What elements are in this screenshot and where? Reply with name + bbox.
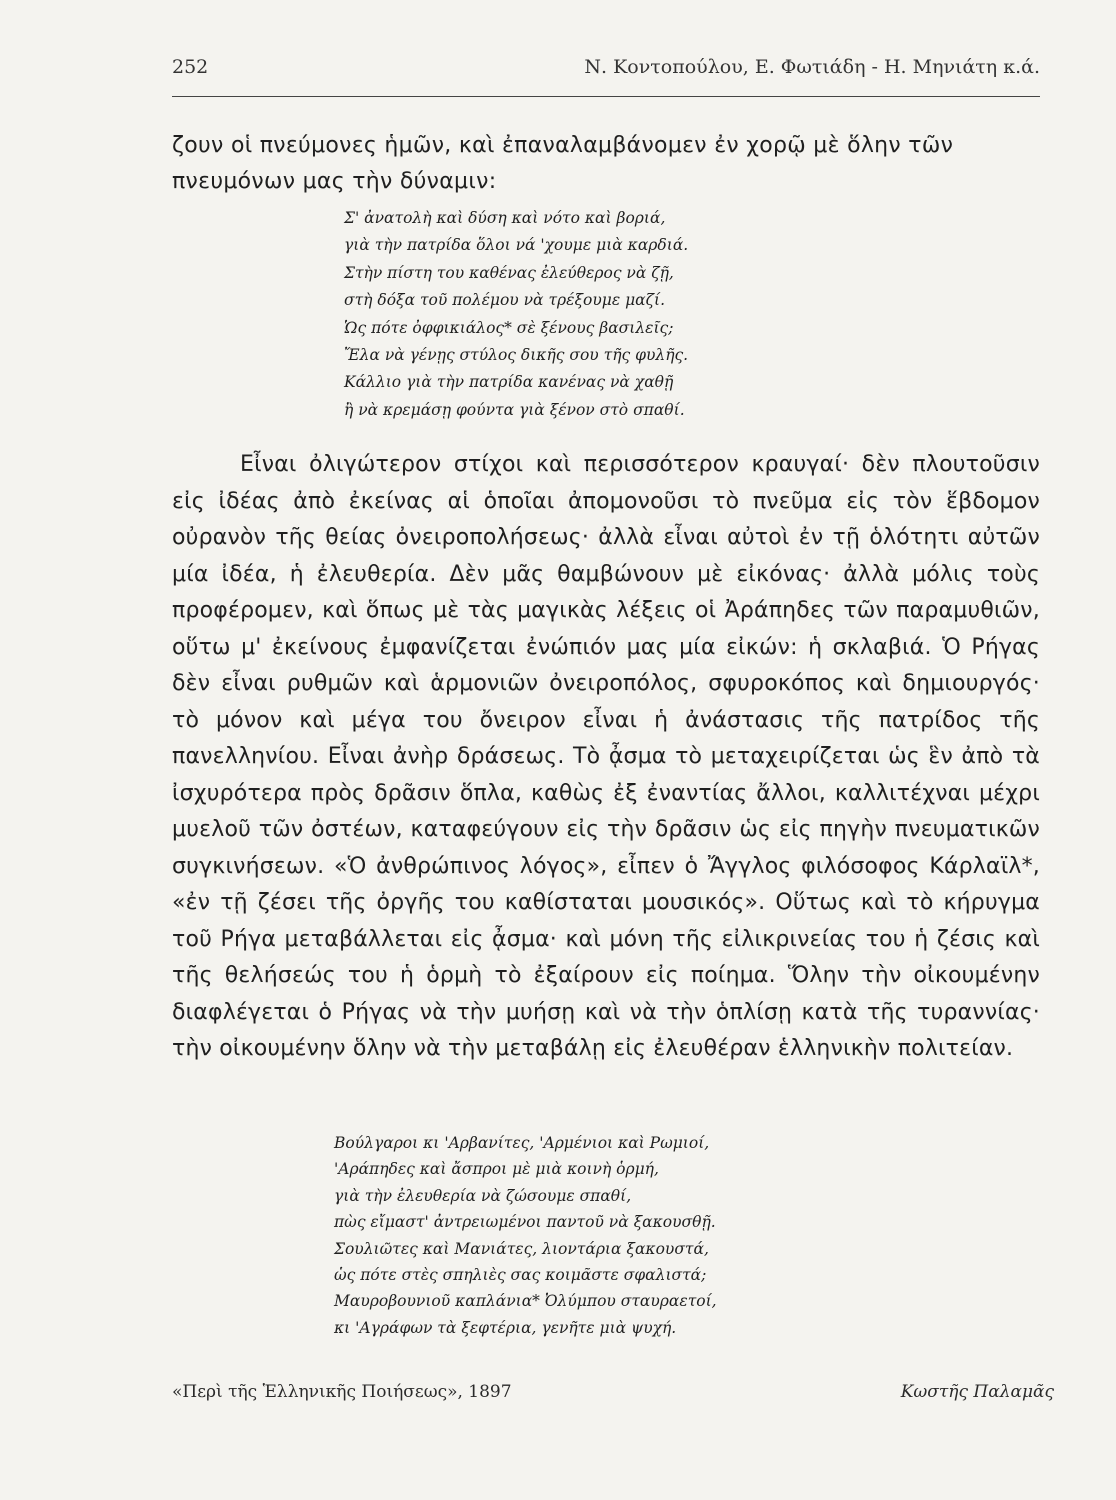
poem-line: Σουλιῶτες καὶ Μανιάτες, λιοντάρια ξακουστά, [334, 1239, 709, 1258]
poem-line: Κάλλιο γιὰ τὴν πατρίδα κανένας νὰ χαθῇ [344, 373, 674, 392]
poem-line: Βούλγαροι κι 'Αρβανίτες, 'Αρμένιοι καὶ Ρωμιοί, [334, 1134, 710, 1152]
poem-line: Ὡς πότε ὀφφικιάλος* σὲ ξένους βασιλεῖς; [344, 318, 674, 337]
poem-line: Ἔλα νὰ γένῃς στύλος δικῆς σου τῆς φυλῆς. [344, 346, 689, 365]
page-header [172, 56, 1040, 97]
paragraph-intro: ζουν οἱ πνεύμονες ἡμῶν, καὶ ἐπαναλαμβάνομεν ἐν χορῷ μὲ ὅλην τῶν πνευμόνων μας τὴν δύναμιν: [172, 133, 954, 194]
poem-line: κι 'Αγράφων τὰ ξεφτέρια, γενῆτε μιὰ ψυχή. [334, 1318, 677, 1337]
author-signature: Κωστῆς Παλαμᾶς [900, 1382, 1054, 1402]
paragraph-body: Εἶναι ὀλιγώτερον στίχοι καὶ περισσότερον κραυγαί· δὲν πλουτοῦσιν εἰς ἰδέας ἀπὸ ἐκείνας αἱ ὁποῖαι ἀπομονοῦσι τὸ πνεῦμα εἰς τὸν ἕβδομον οὐρανὸν τῆς θείας ὀνειροπολήσεως· ἀλλὰ εἶναι αὐτοὶ ἐν τῇ ὁλότητι αὐτῶν μία ἰδέα, ἡ ἐλευθερία. Δὲν μᾶς θαμβώνουν μὲ εἰκόνας· ἀλλὰ μόλις τοὺς προφέρομεν, καὶ ὅπως μὲ τὰς μαγικὰς λέξεις οἱ Ἀράπηδες τῶν παραμυθιῶν, οὕτω μ' ἐκείνους ἐμφανίζεται ἐνώπιόν μας μία εἰκών: ἡ σκλαβιά. Ὁ Ρήγας δὲν εἶναι ρυθμῶν καὶ ἁρμονιῶν ὀνειροπόλος, σφυροκόπος καὶ δημιουργός· τὸ μόνον καὶ μέγα του ὄνειρον εἶναι ἡ ἀνάστασις τῆς πατρίδος τῆς πανελληνίου. Εἶναι ἀνὴρ δράσεως. Τὸ ᾆσμα τὸ μεταχειρίζεται ὡς ἓν ἀπὸ τὰ ἰσχυρότερα πρὸς δρᾶσιν ὅπλα, καθὼς ἐξ ἐναντίας ἄλλοι, καλλιτέχναι μέχρι μυελοῦ τῶν ὀστέων, καταφεύγουν εἰς τὴν δρᾶσιν ὡς εἰς πηγὴν πνευματικῶν συγκινήσεων. «Ὁ ἀνθρώπινος λόγος», εἶπεν ὁ Ἄγγλος φιλόσοφος Κάρλαϊλ*, «ἐν τῇ ζέσει τῆς ὀργῆς του καθίσταται μουσικός». Οὕτως καὶ τὸ κήρυγμα τοῦ Ρήγα μεταβάλλεται εἰς ᾆσμα· καὶ μόνη τῆς εἰλικρινείας του ἡ ζέσις καὶ τῆς θελήσεώς του ἡ ὁρμὴ τὸ ἐξαίρουν εἰς ποίημα. Ὅλην τὴν οἰκουμένην διαφλέγεται ὁ Ρήγας νὰ τὴν μυήσῃ καὶ νὰ τὴν ὁπλίσῃ κατὰ τῆς τυραννίας· τὴν οἰκουμένην ὅλην νὰ τὴν μεταβάλῃ εἰς ἐλευθέραν ἑλληνικὴν πολιτείαν. [172, 452, 1040, 1061]
poem-line: ὡς πότε στὲς σπηλιὲς σας κοιμᾶστε σφαλιστά; [334, 1266, 707, 1285]
poem-line: Μαυροβουνιοῦ καπλάνια* Ὀλύμπου σταυραετοί, [334, 1292, 717, 1311]
page-number: 252 [172, 56, 209, 78]
poem-line: γιὰ τὴν ἐλευθερία νὰ ζώσουμε σπαθί, [334, 1186, 632, 1205]
poem-stanza-2 [334, 1130, 894, 1341]
poem-line: πὼς εἴμαστ' ἀντρειωμένοι παντοῦ νὰ ξακουσθῇ. [334, 1213, 716, 1232]
poem-line: ἢ νὰ κρεμάσῃ φούντα γιὰ ξένον στὸ σπαθί. [344, 400, 685, 419]
source-citation: «Περὶ τῆς Ἑλληνικῆς Ποιήσεως», 1897 [172, 1382, 512, 1402]
poem-line: γιὰ τὴν πατρίδα ὅλοι νά 'χουμε μιὰ καρδιά. [344, 236, 689, 255]
poem-line: στὴ δόξα τοῦ πολέμου νὰ τρέξουμε μαζί. [344, 291, 666, 310]
poem-line: 'Αράπηδες καὶ ἄσπροι μὲ μιὰ κοινὴ ὁρμή, [334, 1160, 659, 1179]
poem-line: Στὴν πίστη του καθένας ἐλεύθερος νὰ ζῇ, [344, 263, 674, 282]
running-title: Ν. Κοντοπούλου, Ε. Φωτιάδη - Η. Μηνιάτη κ.ά. [584, 56, 1040, 78]
poem-stanza-1 [344, 205, 864, 424]
poem-line: Σ' ἀνατολὴ καὶ δύση καὶ νότο καὶ βοριά, [344, 209, 666, 227]
